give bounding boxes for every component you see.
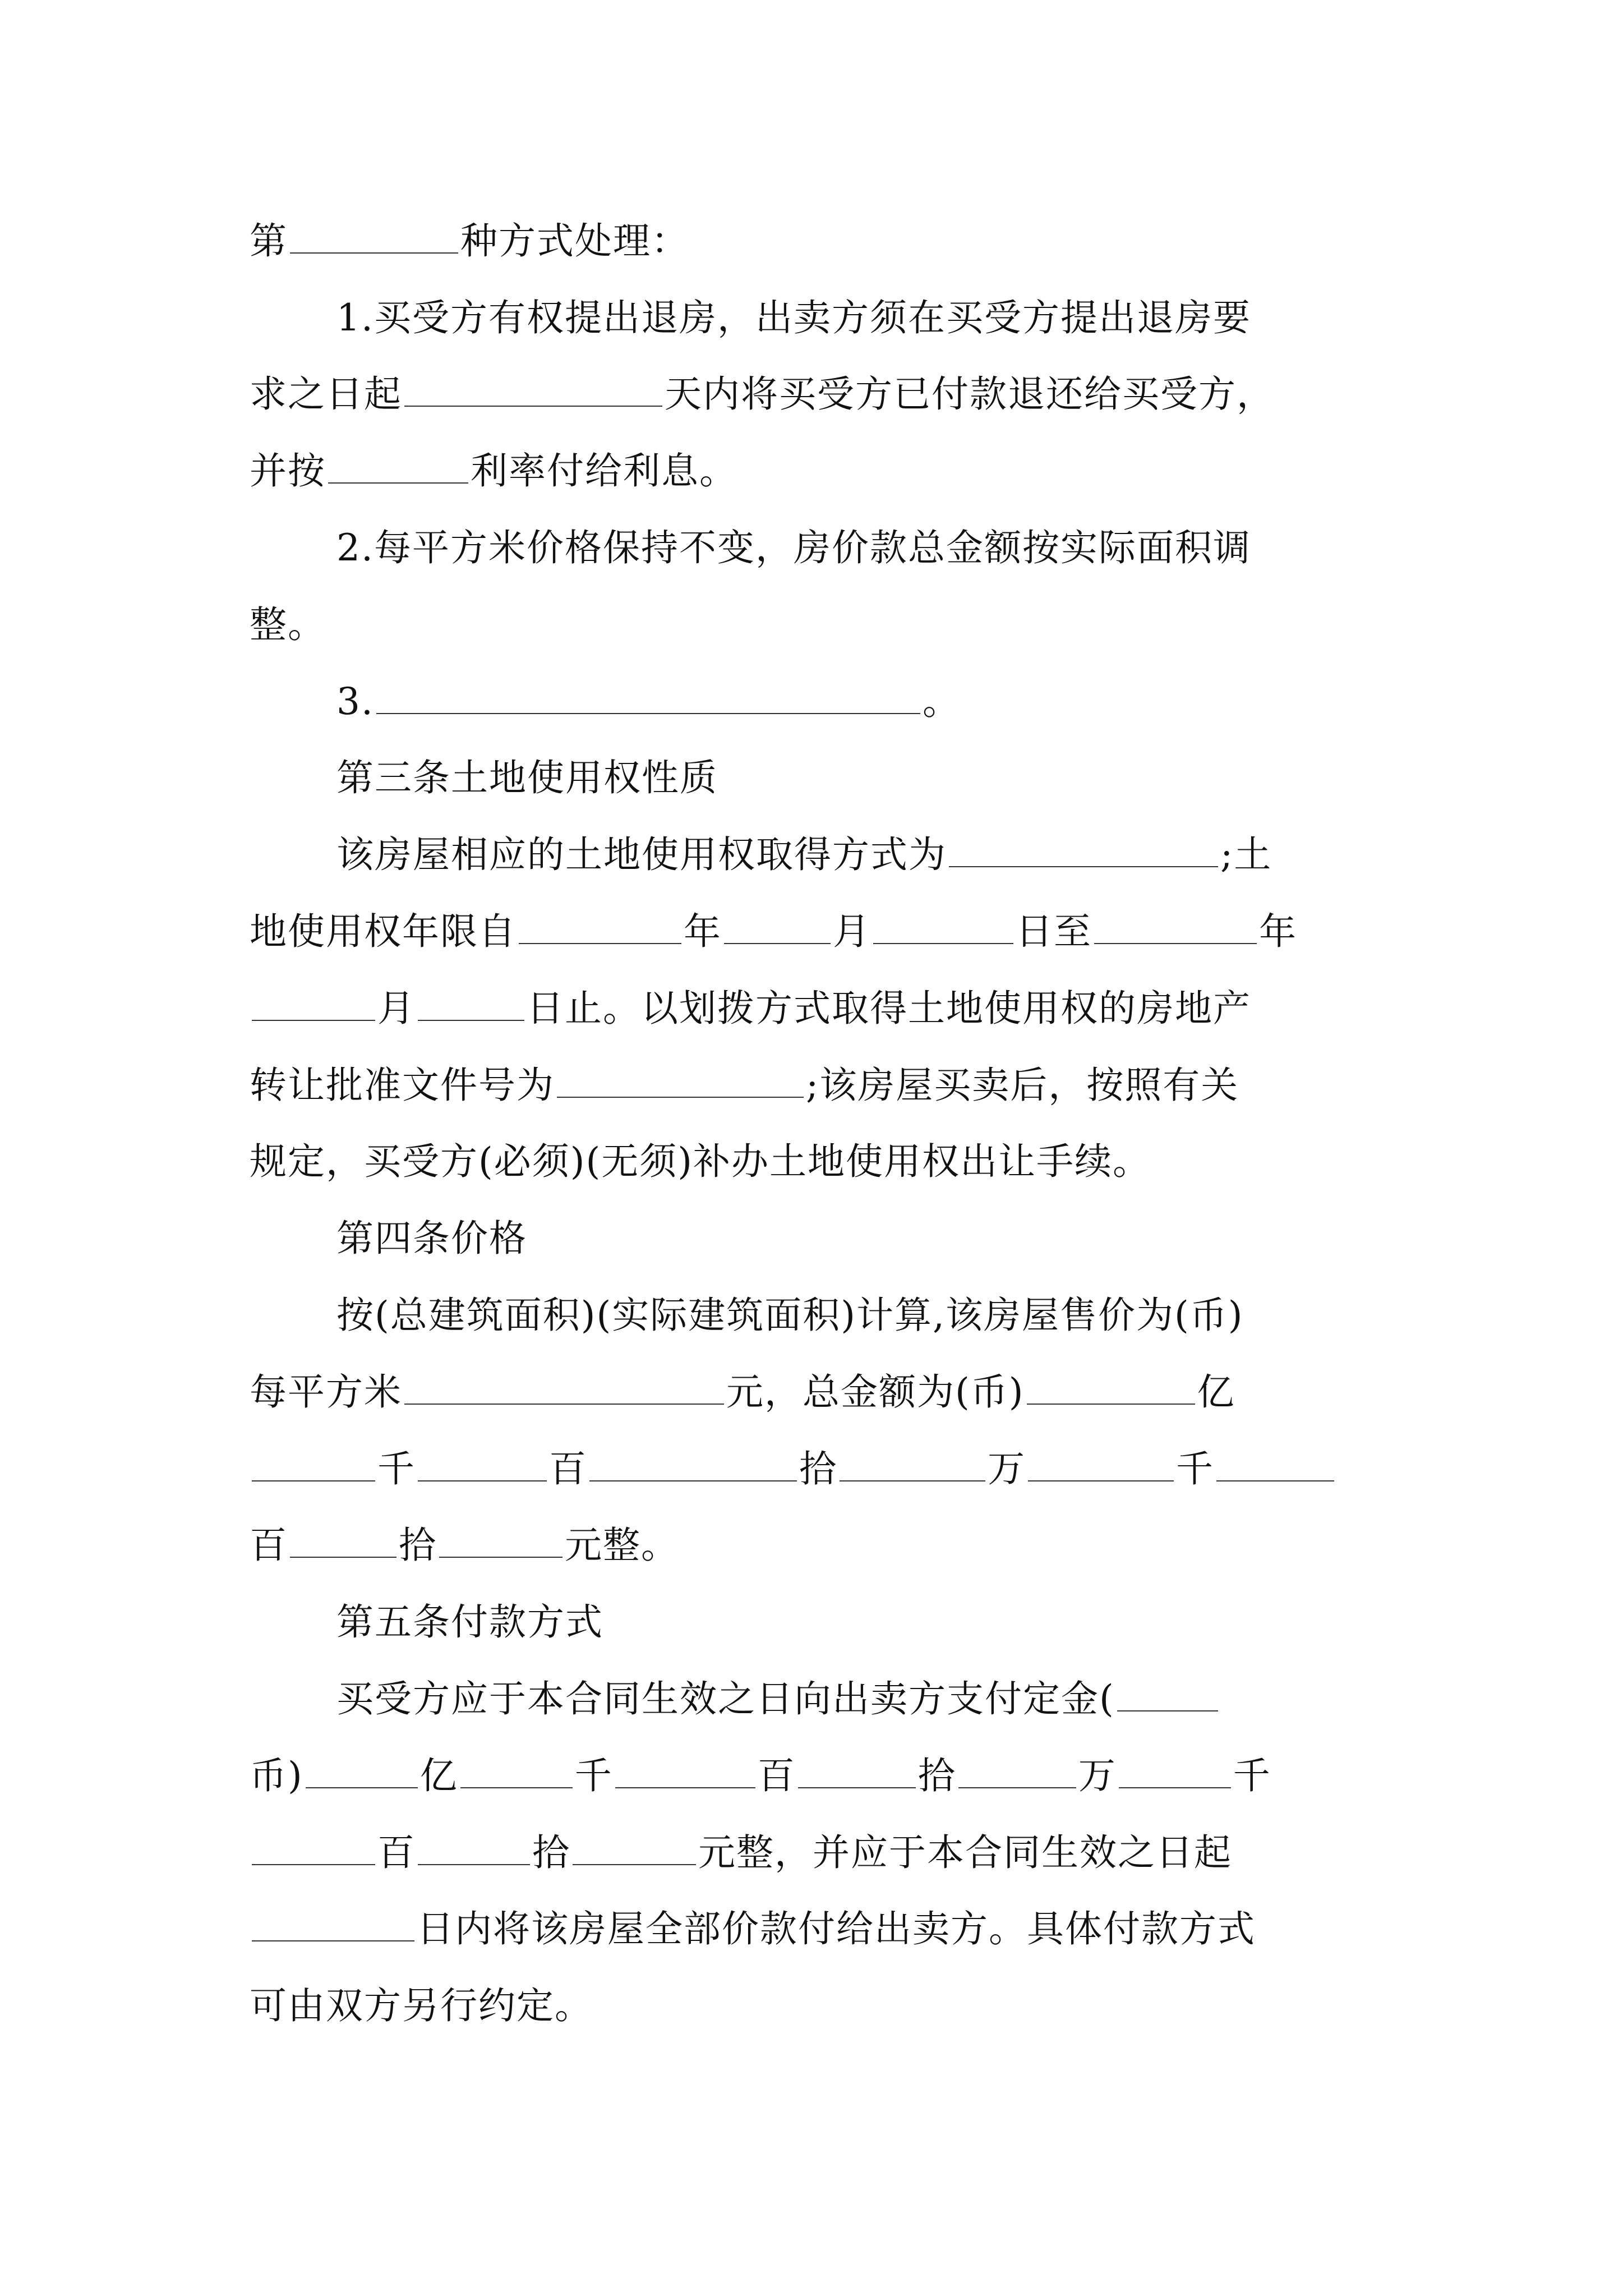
text-segment: 千 bbox=[377, 1447, 416, 1490]
text-line bbox=[336, 517, 1251, 579]
fill-blank bbox=[306, 1756, 418, 1788]
fill-blank bbox=[328, 451, 468, 484]
text-segment: 拾 bbox=[399, 1524, 437, 1567]
text-line bbox=[336, 1668, 1220, 1730]
text-segment: 买受方应于本合同生效之日向出卖方支付定金( bbox=[336, 1677, 1115, 1720]
fill-blank bbox=[252, 1449, 375, 1481]
text-line bbox=[250, 1822, 1232, 1884]
fill-blank bbox=[252, 1909, 414, 1941]
section-heading bbox=[336, 1208, 527, 1269]
text-segment: 万 bbox=[1078, 1754, 1117, 1797]
fill-blank bbox=[418, 988, 524, 1021]
text-segment: 。 bbox=[922, 680, 961, 723]
fill-blank bbox=[557, 1065, 804, 1098]
text-segment: 整。 bbox=[250, 603, 326, 646]
fill-blank bbox=[873, 912, 1013, 944]
fill-blank bbox=[290, 221, 458, 254]
text-segment: 按(总建筑面积)(实际建筑面积)计算,该房屋售价为(币) bbox=[336, 1294, 1244, 1337]
text-segment: 可由双方另行约定。 bbox=[250, 1984, 593, 2027]
text-line bbox=[250, 1055, 1239, 1116]
text-line bbox=[250, 594, 326, 656]
text-segment: 拾 bbox=[799, 1447, 837, 1490]
fill-blank bbox=[418, 1449, 547, 1481]
text-segment: 元，总金额为(币) bbox=[726, 1370, 1025, 1414]
text-line bbox=[250, 1745, 1271, 1807]
fill-blank bbox=[404, 1372, 724, 1405]
fill-blank bbox=[615, 1756, 755, 1788]
text-segment: 千 bbox=[1233, 1754, 1271, 1797]
text-line bbox=[250, 440, 737, 502]
text-segment: 求之日起 bbox=[250, 372, 402, 416]
text-segment: 利率付给利息。 bbox=[471, 449, 737, 493]
text-segment: 2.每平方米价格保持不变，房价款总金额按实际面积调 bbox=[336, 526, 1251, 569]
text-segment: 百 bbox=[757, 1754, 796, 1797]
text-segment: 拾 bbox=[532, 1831, 570, 1874]
fill-blank bbox=[724, 912, 831, 944]
fill-blank bbox=[439, 1525, 562, 1558]
text-segment: 万 bbox=[988, 1447, 1026, 1490]
text-segment: 日内将该房屋全部价款付给出卖方。具体付款方式 bbox=[417, 1907, 1256, 1950]
text-segment: ;土 bbox=[1220, 833, 1272, 876]
text-line bbox=[250, 364, 1275, 425]
fill-blank bbox=[1027, 1372, 1195, 1405]
fill-blank bbox=[1117, 1679, 1218, 1711]
fill-blank bbox=[290, 1525, 396, 1558]
text-segment: 每平方米 bbox=[250, 1370, 402, 1414]
text-line bbox=[336, 824, 1272, 886]
text-line bbox=[336, 287, 1251, 349]
fill-blank bbox=[1028, 1449, 1174, 1481]
text-line bbox=[250, 1131, 1151, 1193]
fill-blank bbox=[798, 1756, 916, 1788]
fill-blank bbox=[460, 1756, 573, 1788]
fill-blank bbox=[1094, 912, 1257, 944]
text-segment: ;该房屋买卖后，按照有关 bbox=[806, 1064, 1239, 1107]
section-heading bbox=[336, 747, 718, 809]
fill-blank bbox=[589, 1449, 797, 1481]
fill-blank bbox=[252, 988, 375, 1021]
text-segment: 3. bbox=[336, 680, 374, 723]
fill-blank bbox=[404, 374, 662, 407]
fill-blank bbox=[958, 1756, 1076, 1788]
fill-blank bbox=[252, 1833, 375, 1865]
text-segment: 亿 bbox=[1197, 1370, 1235, 1414]
text-line bbox=[250, 978, 1251, 1039]
text-segment: 月 bbox=[377, 987, 416, 1030]
text-segment: 币) bbox=[250, 1754, 303, 1797]
text-line bbox=[250, 210, 689, 272]
text-segment: 月 bbox=[833, 910, 871, 953]
text-line bbox=[250, 1361, 1235, 1423]
text-segment: 百 bbox=[377, 1831, 416, 1874]
text-segment: 并按 bbox=[250, 449, 326, 493]
text-segment: 日止。以划拨方式取得土地使用权的房地产 bbox=[527, 987, 1251, 1030]
text-segment: 规定，买受方(必须)(无须)补办土地使用权出让手续。 bbox=[250, 1140, 1151, 1183]
fill-blank bbox=[840, 1449, 985, 1481]
text-segment: 千 bbox=[1176, 1447, 1214, 1490]
text-segment: 第 bbox=[250, 219, 288, 263]
text-segment: 年 bbox=[1259, 910, 1297, 953]
text-segment: 亿 bbox=[419, 1754, 458, 1797]
fill-blank bbox=[418, 1833, 530, 1865]
fill-blank bbox=[1216, 1449, 1334, 1481]
fill-blank bbox=[573, 1833, 696, 1865]
text-segment: 第五条付款方式 bbox=[336, 1600, 603, 1644]
fill-blank bbox=[949, 835, 1218, 867]
text-line bbox=[336, 671, 961, 733]
text-segment: 元整。 bbox=[565, 1524, 679, 1567]
fill-blank bbox=[376, 682, 920, 714]
text-line bbox=[336, 1285, 1243, 1346]
text-line bbox=[250, 1898, 1256, 1960]
text-segment: 地使用权年限自 bbox=[250, 910, 517, 953]
text-segment: 千 bbox=[574, 1754, 613, 1797]
text-segment: 转让批准文件号为 bbox=[250, 1064, 555, 1107]
text-line bbox=[250, 901, 1297, 963]
text-line bbox=[250, 1975, 593, 2037]
text-segment: 1.买受方有权提出退房，出卖方须在买受方提出退房要 bbox=[336, 296, 1251, 339]
text-segment: 百 bbox=[250, 1524, 288, 1567]
fill-blank bbox=[1119, 1756, 1231, 1788]
section-heading bbox=[336, 1591, 603, 1653]
text-segment: 拾 bbox=[917, 1754, 956, 1797]
text-segment: 该房屋相应的土地使用权取得方式为 bbox=[336, 833, 947, 876]
text-segment: 元整，并应于本合同生效之日起 bbox=[698, 1831, 1232, 1874]
text-segment: 百 bbox=[549, 1447, 587, 1490]
text-segment: 第四条价格 bbox=[336, 1217, 527, 1260]
fill-blank bbox=[519, 912, 681, 944]
text-segment: 年 bbox=[684, 910, 722, 953]
text-segment: 天内将买受方已付款退还给买受方， bbox=[665, 372, 1275, 416]
text-line bbox=[250, 1515, 679, 1576]
text-segment: 种方式处理： bbox=[460, 219, 689, 263]
text-segment: 第三条土地使用权性质 bbox=[336, 756, 718, 799]
text-line bbox=[250, 1438, 1336, 1500]
text-segment: 日至 bbox=[1016, 910, 1092, 953]
